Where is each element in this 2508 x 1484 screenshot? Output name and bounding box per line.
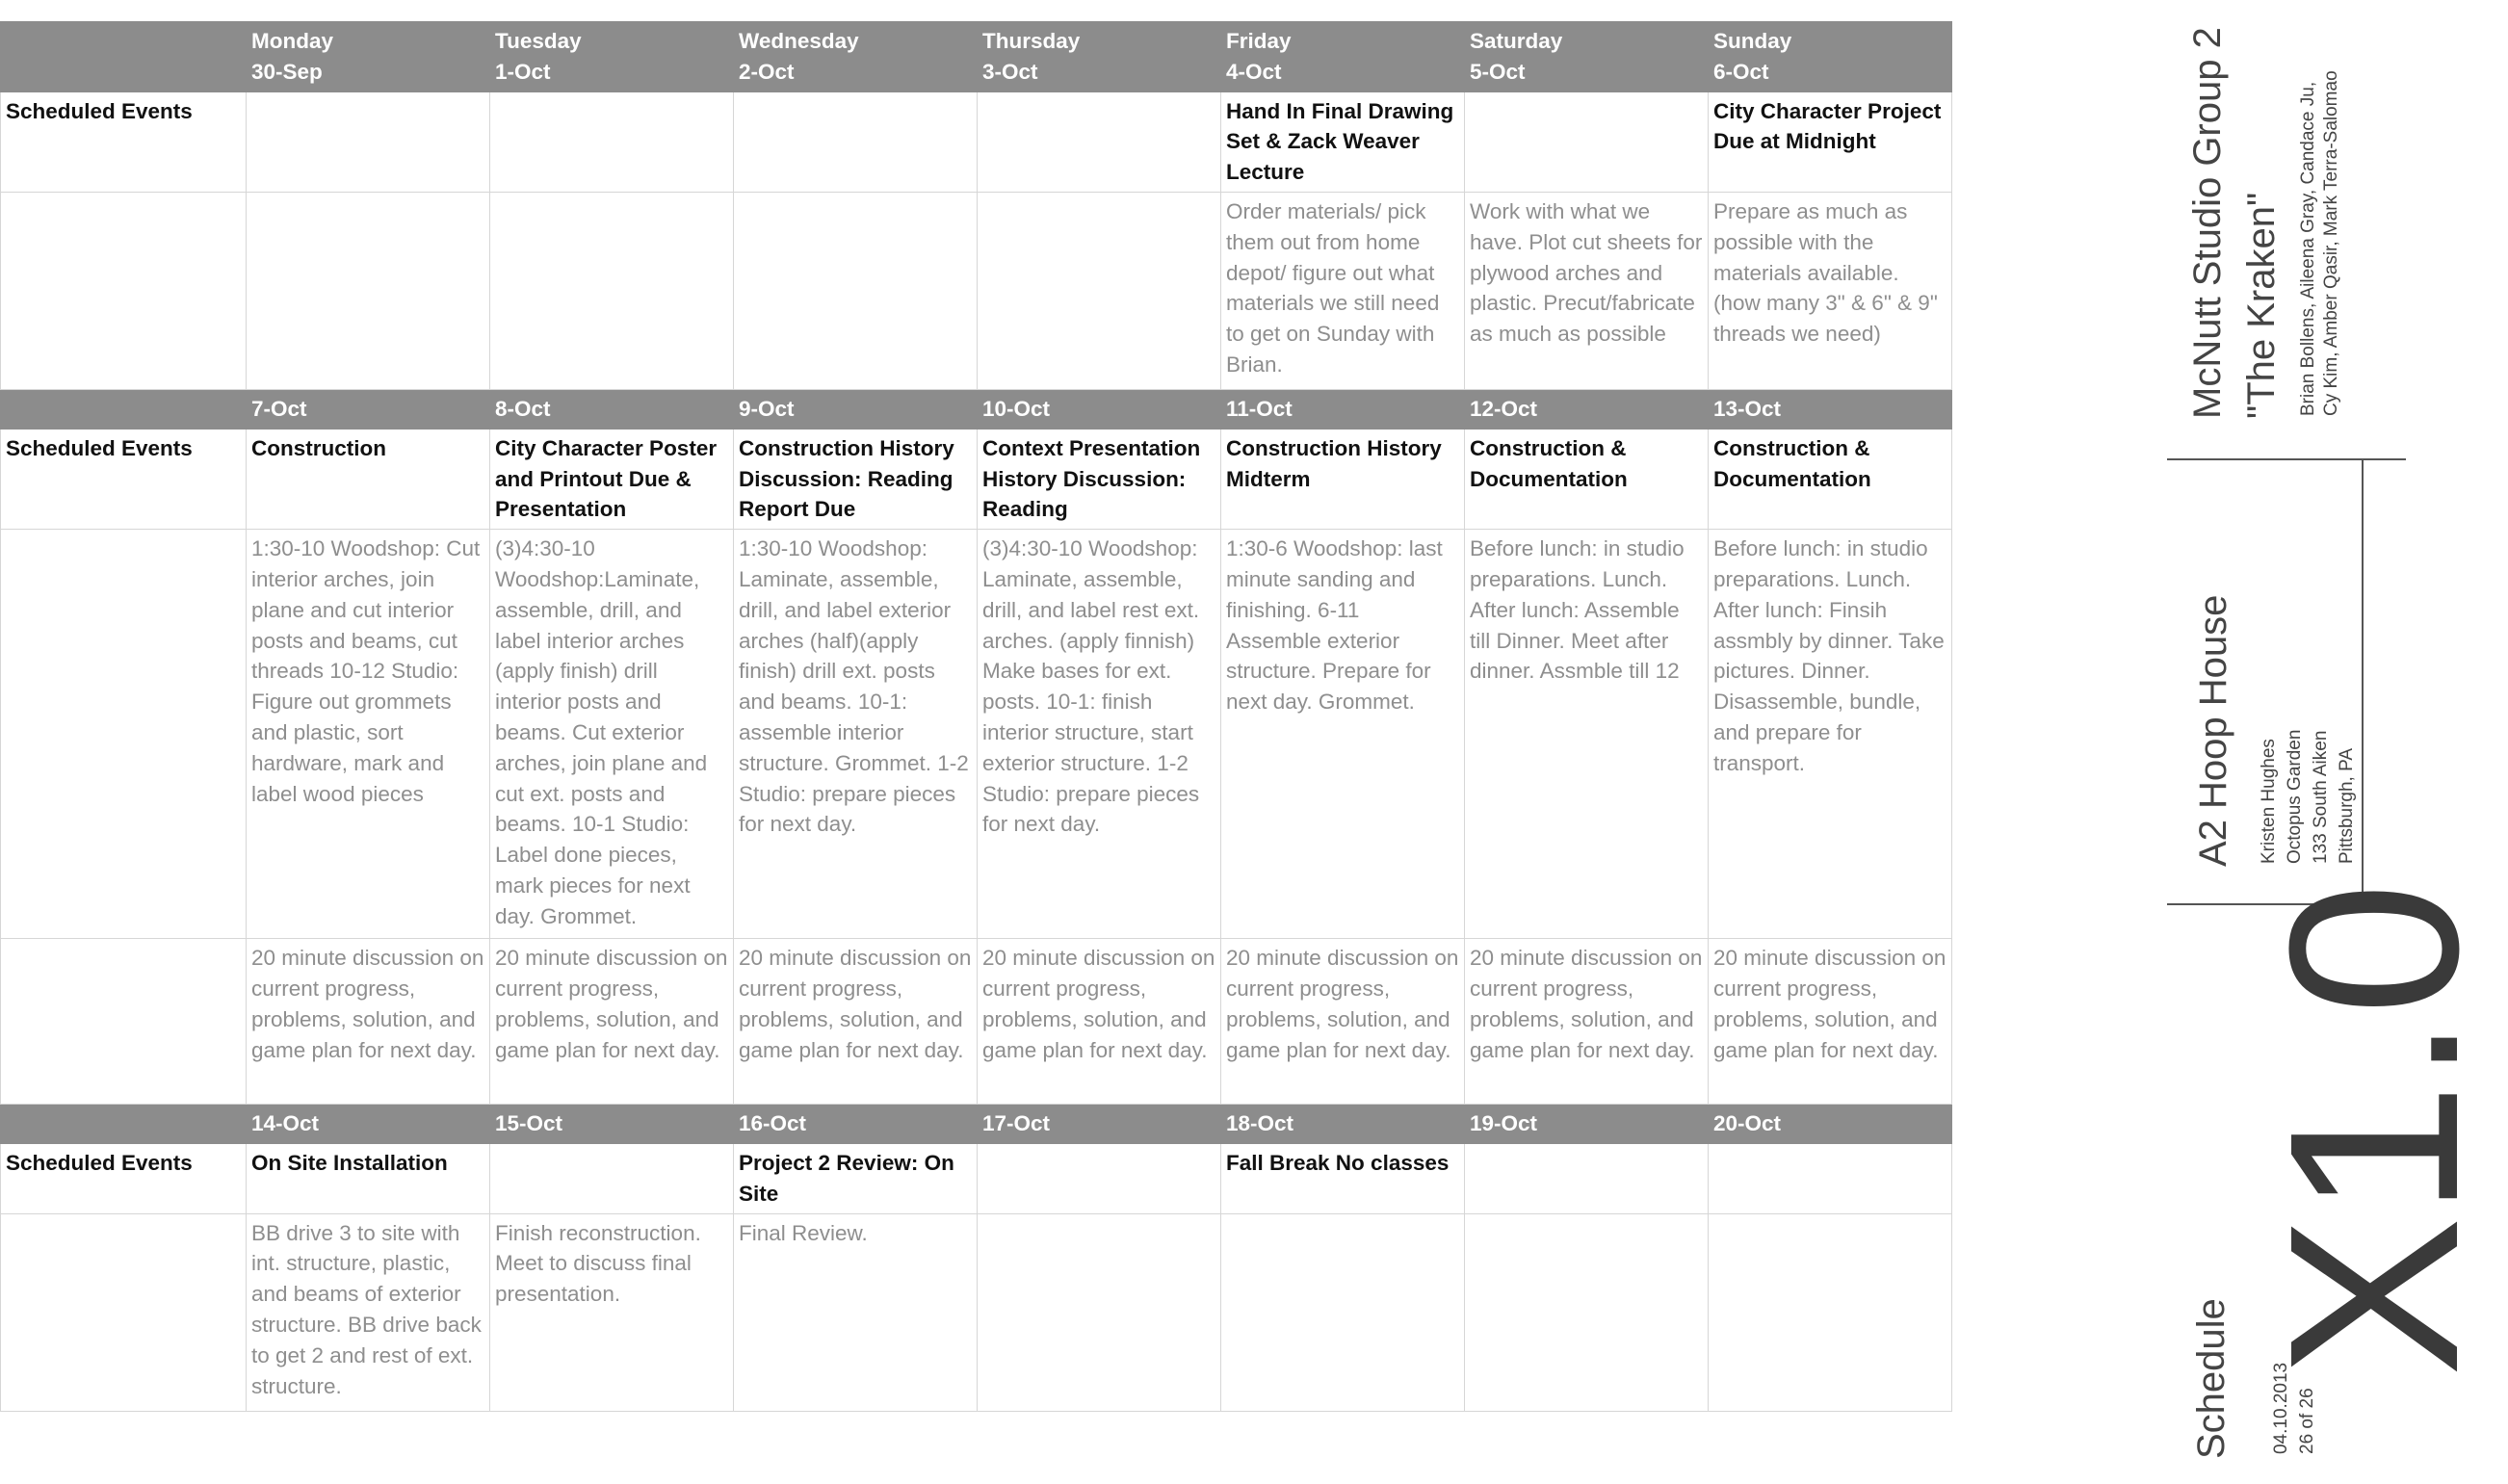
day-header-cell bbox=[490, 22, 734, 92]
notes-row bbox=[1, 530, 1952, 939]
day-header-cell bbox=[247, 389, 490, 429]
day-header-cell bbox=[978, 1105, 1221, 1144]
day-header-cell bbox=[1465, 1105, 1709, 1144]
scheduled-events-label: Scheduled Events bbox=[1, 1143, 247, 1213]
title-divider-1 bbox=[2167, 458, 2406, 460]
day-name: Saturday bbox=[1470, 29, 1563, 53]
day-date: 30-Sep bbox=[251, 59, 323, 84]
note-cell: 1:30-10 Woodshop: Laminate, assemble, drill, and label exterior arches (half)(apply finish) drill ext. posts and beams. 10-1: assemble interior structure. Grommet. 1-2 Studio: prepare pieces for next day. bbox=[734, 530, 978, 939]
day-date: 20-Oct bbox=[1713, 1111, 1782, 1136]
event-cell: Project 2 Review: On Site bbox=[734, 1143, 978, 1213]
week-header-row bbox=[1, 389, 1952, 429]
event-cell bbox=[1465, 91, 1709, 192]
day-header-cell bbox=[1465, 22, 1709, 92]
note-cell: 20 minute discussion on current progress, problems, solution, and game plan for next day. bbox=[1709, 939, 1952, 1105]
note-cell: 20 minute discussion on current progress, problems, solution, and game plan for next day. bbox=[247, 939, 490, 1105]
team-names-line2: Cy Kim, Amber Qasir, Mark Terra-Salomao bbox=[2321, 70, 2341, 416]
sheet-number: X1.0 bbox=[2239, 881, 2508, 1377]
note-cell: BB drive 3 to site with int. structure, plastic, and beams of exterior structure. BB drive back to get 2 and rest of ext. structure. bbox=[247, 1213, 490, 1411]
client-city: Pittsburgh, PA bbox=[2337, 747, 2357, 864]
day-name: Wednesday bbox=[739, 29, 859, 53]
day-name: Monday bbox=[251, 29, 334, 53]
day-date: 8-Oct bbox=[495, 396, 551, 421]
client-street: 133 South Aiken bbox=[2311, 730, 2331, 864]
day-date: 2-Oct bbox=[739, 59, 795, 84]
day-header-cell bbox=[490, 1105, 734, 1144]
note-cell: 20 minute discussion on current progress, problems, solution, and game plan for next day. bbox=[1221, 939, 1465, 1105]
header-corner-cell bbox=[1, 1105, 247, 1144]
event-cell: Construction & Documentation bbox=[1709, 429, 1952, 529]
event-cell bbox=[1465, 1143, 1709, 1213]
event-cell: Construction History Discussion: Reading Report Due bbox=[734, 429, 978, 529]
event-cell: City Character Project Due at Midnight bbox=[1709, 91, 1952, 192]
team-names-line1: Brian Bollens, Aileena Gray, Candace Ju, bbox=[2298, 81, 2318, 416]
note-cell: 1:30-6 Woodshop: last minute sanding and finishing. 6-11 Assemble exterior structure. Prepare for next day. Grommet. bbox=[1221, 530, 1465, 939]
day-date: 7-Oct bbox=[251, 396, 307, 421]
day-header-cell bbox=[1709, 1105, 1952, 1144]
event-cell bbox=[247, 91, 490, 192]
event-cell: Construction History Midterm bbox=[1221, 429, 1465, 529]
note-cell: Finish reconstruction. Meet to discuss final presentation. bbox=[490, 1213, 734, 1411]
note-cell bbox=[1465, 1213, 1709, 1411]
event-cell bbox=[490, 91, 734, 192]
notes-label-cell bbox=[1, 192, 247, 389]
notes-row bbox=[1, 939, 1952, 1105]
note-cell: 20 minute discussion on current progress, problems, solution, and game plan for next day. bbox=[490, 939, 734, 1105]
event-cell bbox=[978, 1143, 1221, 1213]
day-name: Friday bbox=[1226, 29, 1292, 53]
day-header-cell bbox=[734, 22, 978, 92]
day-name: Tuesday bbox=[495, 29, 582, 53]
notes-row bbox=[1, 192, 1952, 389]
day-date: 17-Oct bbox=[982, 1111, 1051, 1136]
day-date: 14-Oct bbox=[251, 1111, 320, 1136]
assignment-title: A2 Hoop House bbox=[2192, 594, 2234, 867]
day-date: 4-Oct bbox=[1226, 59, 1282, 84]
header-corner-cell bbox=[1, 389, 247, 429]
day-header-cell bbox=[978, 22, 1221, 92]
day-header-cell bbox=[247, 22, 490, 92]
day-header-cell bbox=[1221, 389, 1465, 429]
day-header-cell bbox=[490, 389, 734, 429]
day-header-cell bbox=[1709, 389, 1952, 429]
note-cell: Before lunch: in studio preparations. Lunch. After lunch: Assemble till Dinner. Meet after dinner. Assmble till 12 bbox=[1465, 530, 1709, 939]
day-date: 15-Oct bbox=[495, 1111, 563, 1136]
scheduled-events-row bbox=[1, 429, 1952, 529]
day-name: Sunday bbox=[1713, 29, 1792, 53]
day-date: 1-Oct bbox=[495, 59, 551, 84]
day-header-cell bbox=[1221, 22, 1465, 92]
notes-row bbox=[1, 1213, 1952, 1411]
note-cell: Prepare as much as possible with the materials available. (how many 3" & 6" & 9" threads we need) bbox=[1709, 192, 1952, 389]
client-org: Octopus Garden bbox=[2285, 729, 2305, 864]
note-cell bbox=[734, 192, 978, 389]
project-name: "The Kraken" bbox=[2240, 192, 2283, 419]
note-cell bbox=[1221, 1213, 1465, 1411]
notes-label-cell bbox=[1, 530, 247, 939]
day-date: 16-Oct bbox=[739, 1111, 807, 1136]
note-cell: 20 minute discussion on current progress, problems, solution, and game plan for next day. bbox=[1465, 939, 1709, 1105]
header-corner-cell bbox=[1, 22, 247, 92]
event-cell: On Site Installation bbox=[247, 1143, 490, 1213]
course-title: McNutt Studio Group 2 bbox=[2186, 27, 2229, 419]
day-date: 6-Oct bbox=[1713, 59, 1769, 84]
note-cell: 20 minute discussion on current progress, problems, solution, and game plan for next day. bbox=[978, 939, 1221, 1105]
notes-label-cell bbox=[1, 1213, 247, 1411]
note-cell: Final Review. bbox=[734, 1213, 978, 1411]
day-header-cell bbox=[1709, 22, 1952, 92]
note-cell: Order materials/ pick them out from home depot/ figure out what materials we still need to get on Sunday with Brian. bbox=[1221, 192, 1465, 389]
day-date: 19-Oct bbox=[1470, 1111, 1538, 1136]
day-header-cell bbox=[247, 1105, 490, 1144]
event-cell: Construction bbox=[247, 429, 490, 529]
day-date: 9-Oct bbox=[739, 396, 795, 421]
note-cell bbox=[247, 192, 490, 389]
event-cell: Construction & Documentation bbox=[1465, 429, 1709, 529]
sheet-date: 04.10.2013 bbox=[2271, 1362, 2291, 1454]
sheet-count: 26 of 26 bbox=[2297, 1388, 2317, 1454]
day-header-cell bbox=[978, 389, 1221, 429]
note-cell: (3)4:30-10 Woodshop:Laminate, assemble, drill, and label interior arches (apply finish) drill interior posts and beams. Cut exterior arches, join plane and cut ext. posts and beams. 10-1 Studio: Label done pieces, mark pieces for next day. Grommet. bbox=[490, 530, 734, 939]
event-cell: Context Presentation History Discussion: Reading bbox=[978, 429, 1221, 529]
event-cell bbox=[490, 1143, 734, 1213]
day-date: 11-Oct bbox=[1226, 396, 1293, 421]
event-cell: Hand In Final Drawing Set & Zack Weaver Lecture bbox=[1221, 91, 1465, 192]
note-cell bbox=[490, 192, 734, 389]
event-cell: City Character Poster and Printout Due & Presentation bbox=[490, 429, 734, 529]
note-cell: Work with what we have. Plot cut sheets for plywood arches and plastic. Precut/fabricate as much as possible bbox=[1465, 192, 1709, 389]
sheet-title: Schedule bbox=[2190, 1298, 2233, 1459]
day-header-cell bbox=[1465, 389, 1709, 429]
day-date: 12-Oct bbox=[1470, 396, 1538, 421]
event-cell: Fall Break No classes bbox=[1221, 1143, 1465, 1213]
day-header-cell bbox=[1221, 1105, 1465, 1144]
day-name: Thursday bbox=[982, 29, 1081, 53]
scheduled-events-label: Scheduled Events bbox=[1, 91, 247, 192]
event-cell bbox=[978, 91, 1221, 192]
note-cell bbox=[1709, 1213, 1952, 1411]
day-date: 18-Oct bbox=[1226, 1111, 1294, 1136]
event-cell bbox=[1709, 1143, 1952, 1213]
scheduled-events-label: Scheduled Events bbox=[1, 429, 247, 529]
note-cell: (3)4:30-10 Woodshop: Laminate, assemble, drill, and label rest ext. arches. (apply finnish) Make bases for ext. posts. 10-1: finish interior structure, start exterior structure. 1-2 Studio: prepare pieces for next day. bbox=[978, 530, 1221, 939]
day-date: 10-Oct bbox=[982, 396, 1051, 421]
scheduled-events-row bbox=[1, 91, 1952, 192]
title-divider-vertical bbox=[2362, 460, 2364, 903]
day-header-cell bbox=[734, 1105, 978, 1144]
note-cell: Before lunch: in studio preparations. Lunch. After lunch: Finsih assmbly by dinner. Take pictures. Dinner. Disassemble, bundle, and prepare for transport. bbox=[1709, 530, 1952, 939]
notes-label-cell bbox=[1, 939, 247, 1105]
day-date: 13-Oct bbox=[1713, 396, 1782, 421]
schedule-table bbox=[0, 21, 1952, 1412]
note-cell bbox=[978, 192, 1221, 389]
week-header-row bbox=[1, 1105, 1952, 1144]
note-cell: 20 minute discussion on current progress, problems, solution, and game plan for next day. bbox=[734, 939, 978, 1105]
scheduled-events-row bbox=[1, 1143, 1952, 1213]
event-cell bbox=[734, 91, 978, 192]
day-date: 3-Oct bbox=[982, 59, 1038, 84]
client-name: Kristen Hughes bbox=[2259, 739, 2279, 864]
note-cell: 1:30-10 Woodshop: Cut interior arches, join plane and cut interior posts and beams, cut threads 10-12 Studio: Figure out grommets and plastic, sort hardware, mark and label wood pieces bbox=[247, 530, 490, 939]
day-date: 5-Oct bbox=[1470, 59, 1526, 84]
day-header-cell bbox=[734, 389, 978, 429]
week-header-row bbox=[1, 22, 1952, 92]
note-cell bbox=[978, 1213, 1221, 1411]
